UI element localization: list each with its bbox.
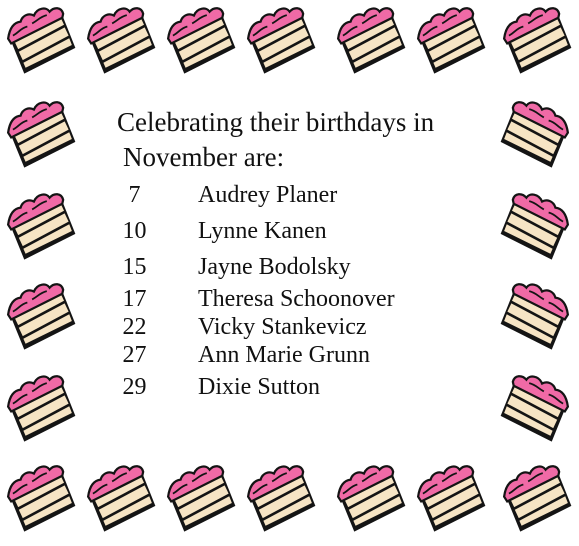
cake-slice-icon [164,462,236,534]
cake-slice-icon [84,462,156,534]
cake-slice-icon [164,4,236,76]
heading [117,105,434,175]
list-item [112,182,452,210]
list-item [112,314,452,342]
cake-slice-icon [4,4,76,76]
birthday-name: Audrey Planer [198,182,338,208]
birthday-day: 29 [122,374,147,400]
birthday-name: Lynne Kanen [198,218,327,244]
cake-slice-icon [500,280,572,352]
cake-slice-icon [500,98,572,170]
cake-slice-icon [500,4,572,76]
heading-line-1: Celebrating their birthdays in [117,107,435,137]
heading-line-2: November are: [123,142,285,172]
cake-slice-icon [4,462,76,534]
cake-slice-icon [4,190,76,262]
birthday-day: 17 [122,286,147,312]
birthday-name: Jayne Bodolsky [198,254,351,280]
birthday-day: 10 [122,218,147,244]
list-item [112,342,452,370]
cake-slice-icon [244,462,316,534]
cake-slice-icon [84,4,156,76]
cake-slice-icon [334,462,406,534]
cake-slice-icon [500,372,572,444]
birthday-name: Vicky Stankevicz [198,314,367,340]
birthday-day: 22 [122,314,147,340]
list-item [112,218,452,246]
birthday-day: 7 [128,182,141,208]
birthday-name: Theresa Schoonover [198,286,395,312]
cake-slice-icon [244,4,316,76]
birthday-name: Ann Marie Grunn [198,342,370,368]
cake-slice-icon [414,462,486,534]
list-item [112,286,452,314]
cake-slice-icon [500,462,572,534]
cake-slice-icon [4,372,76,444]
list-item [112,254,452,282]
cake-slice-icon [500,190,572,262]
birthday-day: 15 [122,254,147,280]
cake-slice-icon [4,98,76,170]
list-item [112,374,452,402]
birthday-day: 27 [122,342,147,368]
birthday-name: Dixie Sutton [198,374,321,400]
cake-slice-icon [4,280,76,352]
cake-slice-icon [414,4,486,76]
cake-slice-icon [334,4,406,76]
